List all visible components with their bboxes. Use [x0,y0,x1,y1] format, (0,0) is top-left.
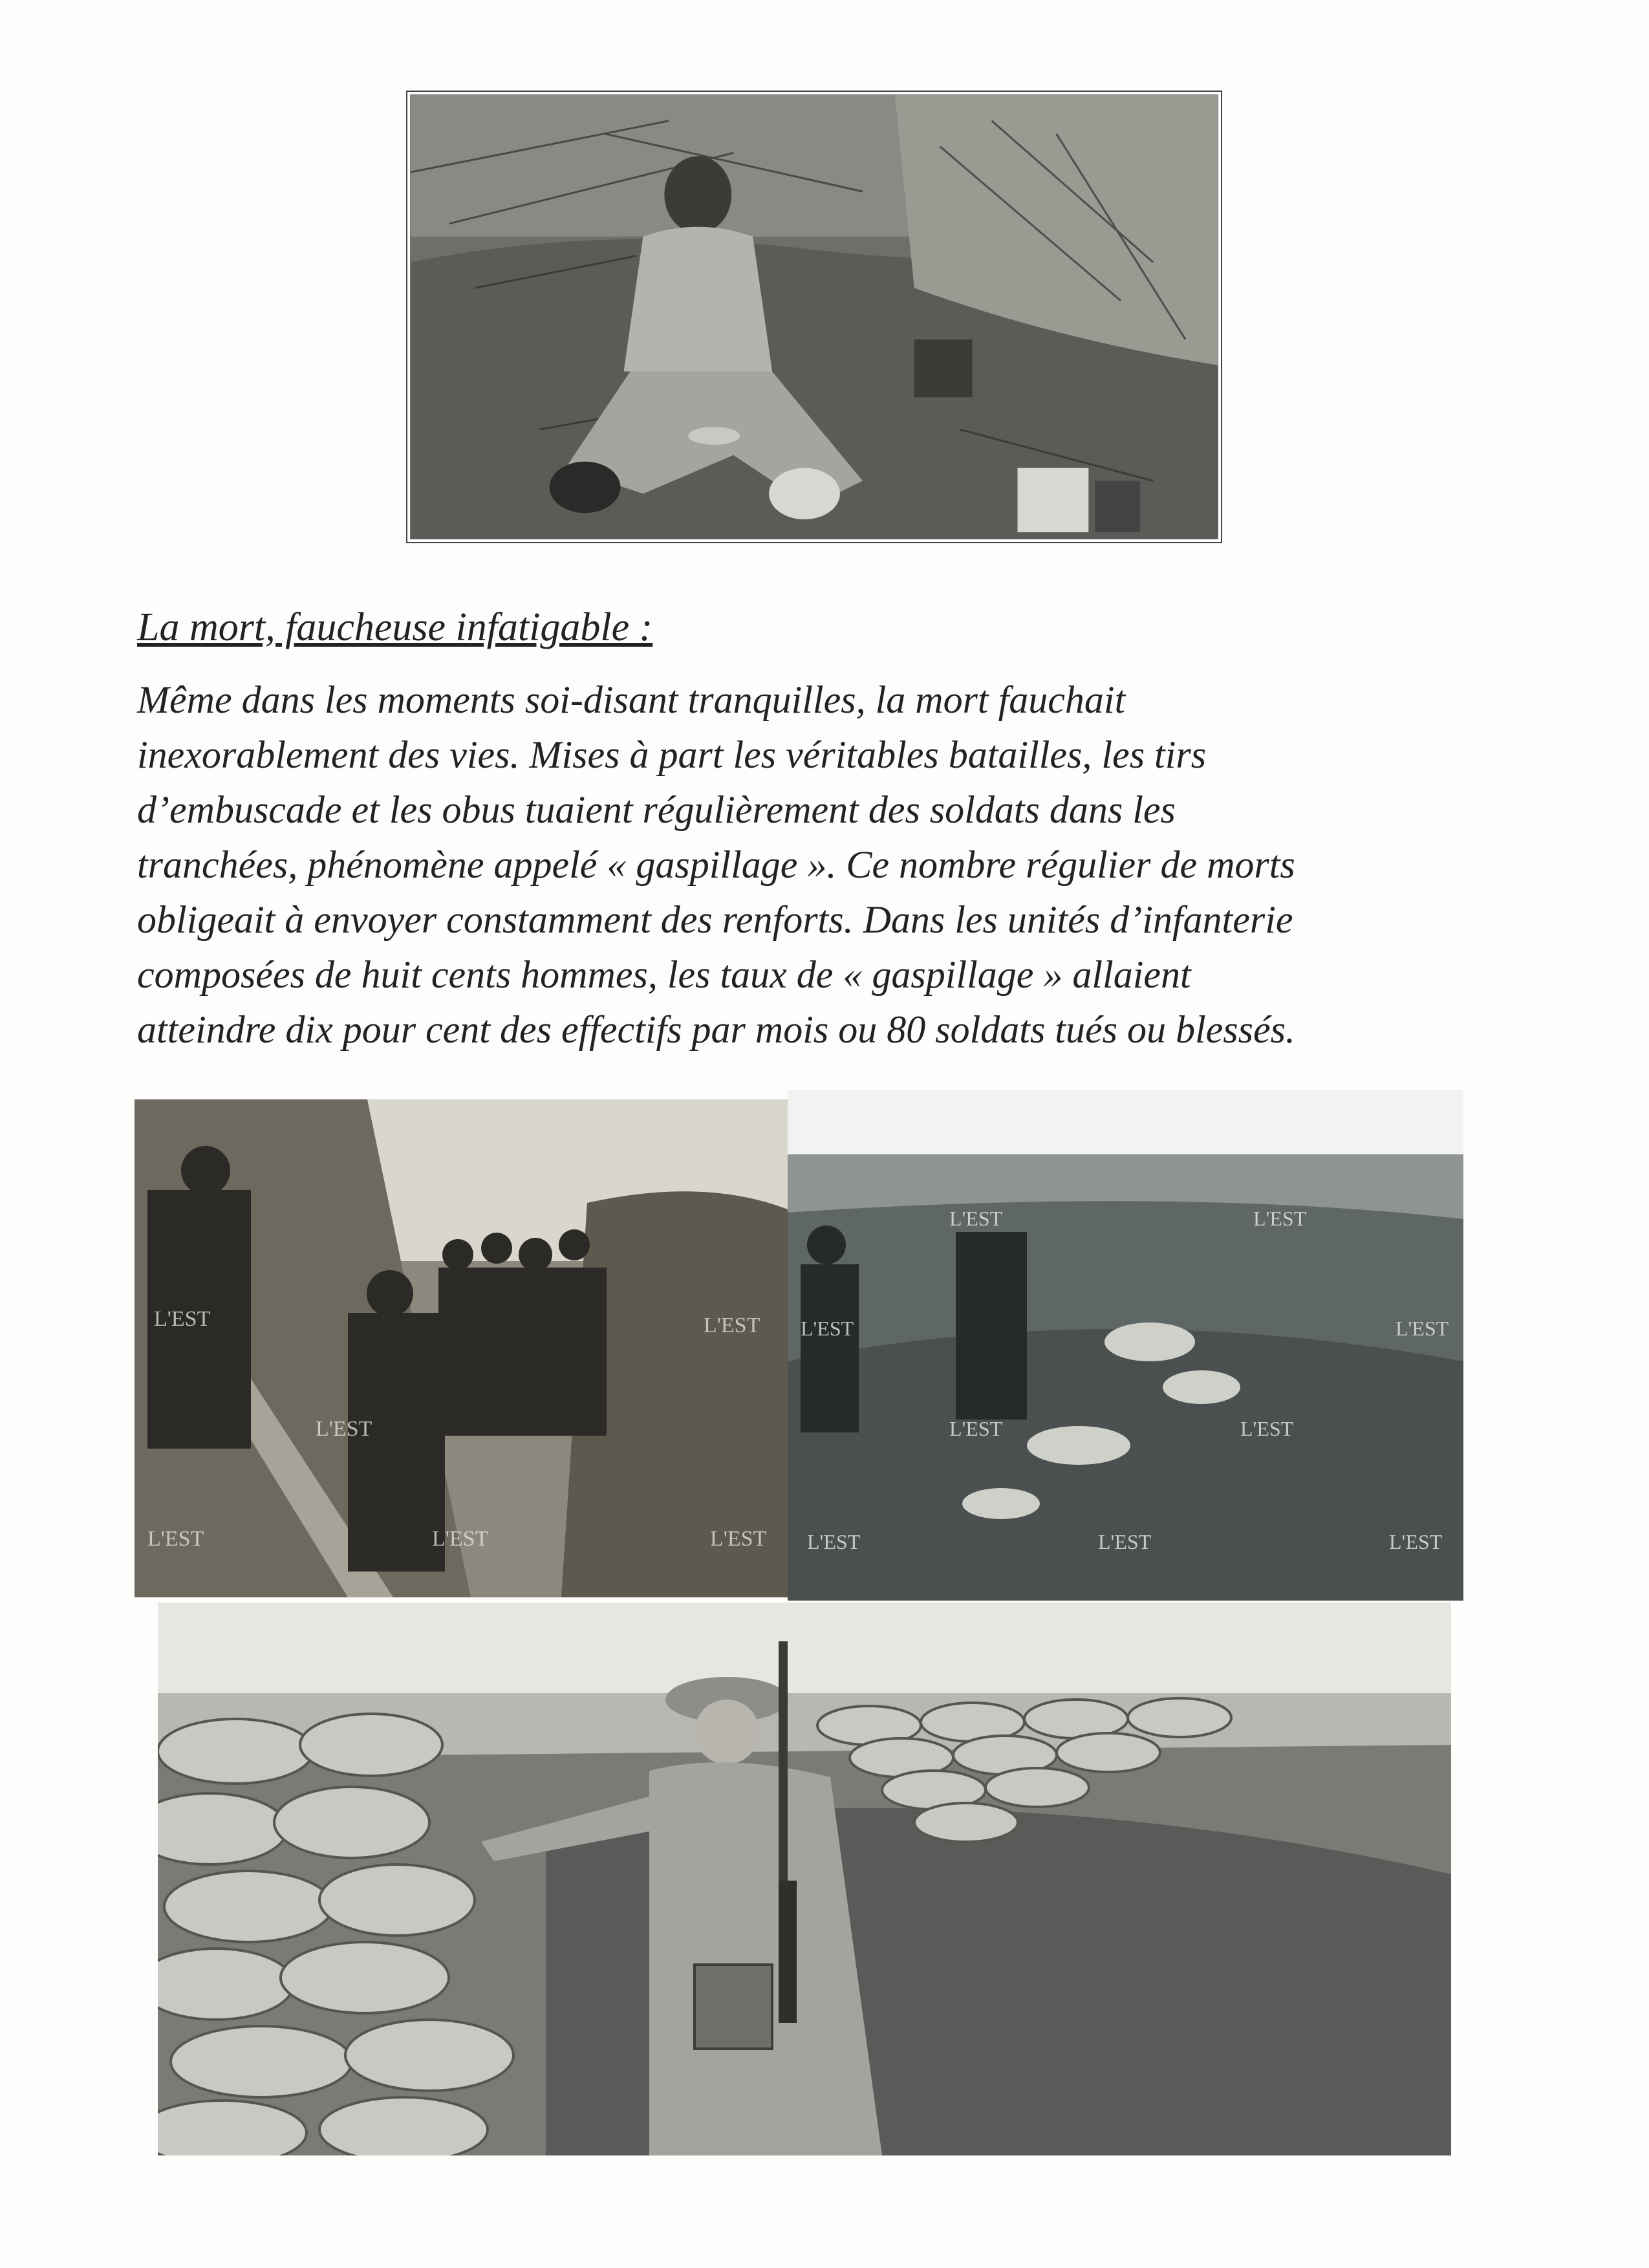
watermark: L'EST [949,1417,1003,1440]
body-line: d’embuscade et les obus tuaient régulièrement des soldats dans les [137,788,1176,831]
watermark: L'EST [1098,1530,1152,1553]
watermark: L'EST [432,1527,489,1551]
watermark: L'EST [1389,1530,1443,1553]
watermark: L'EST [801,1317,854,1340]
photo-soldier-eating [406,91,1222,543]
watermark: L'EST [154,1307,211,1331]
watermark: L'EST [316,1417,372,1441]
body-line: Même dans les moments soi-disant tranquilles, la mort fauchait [137,678,1126,721]
watermark: L'EST [807,1530,861,1553]
watermark: L'EST [1240,1417,1294,1440]
body-line: inexorablement des vies. Mises à part les véritables batailles, les tirs [137,733,1207,776]
photo-soldier-eating-image [411,95,1218,539]
watermark: L'EST [710,1527,767,1551]
body-line: composées de huit cents hommes, les taux de « gaspillage » allaient [137,953,1191,996]
photo-fallen-soldiers [788,1090,1463,1601]
section-title: La mort, faucheuse infatigable : [137,605,653,649]
body-line: obligeait à envoyer constamment des renforts. Dans les unités d’infanterie [137,898,1293,941]
watermark: L'EST [1396,1317,1449,1340]
section-body [137,673,1482,1057]
body-line: tranchées, phénomène appelé « gaspillage ». Ce nombre régulier de morts [137,843,1295,886]
watermark: L'EST [147,1527,204,1551]
watermark: L'EST [1253,1207,1307,1230]
watermark: L'EST [704,1313,760,1337]
photo-trench-soldiers-image [135,1099,788,1597]
watermark: L'EST [949,1207,1003,1230]
photo-fallen-soldiers-image [788,1090,1463,1601]
photo-soldier-sandbags [158,1603,1451,2155]
photo-soldier-sandbags-image [158,1603,1451,2155]
body-line: atteindre dix pour cent des effectifs par mois ou 80 soldats tués ou blessés. [137,1008,1295,1051]
photo-trench-soldiers [135,1099,788,1597]
